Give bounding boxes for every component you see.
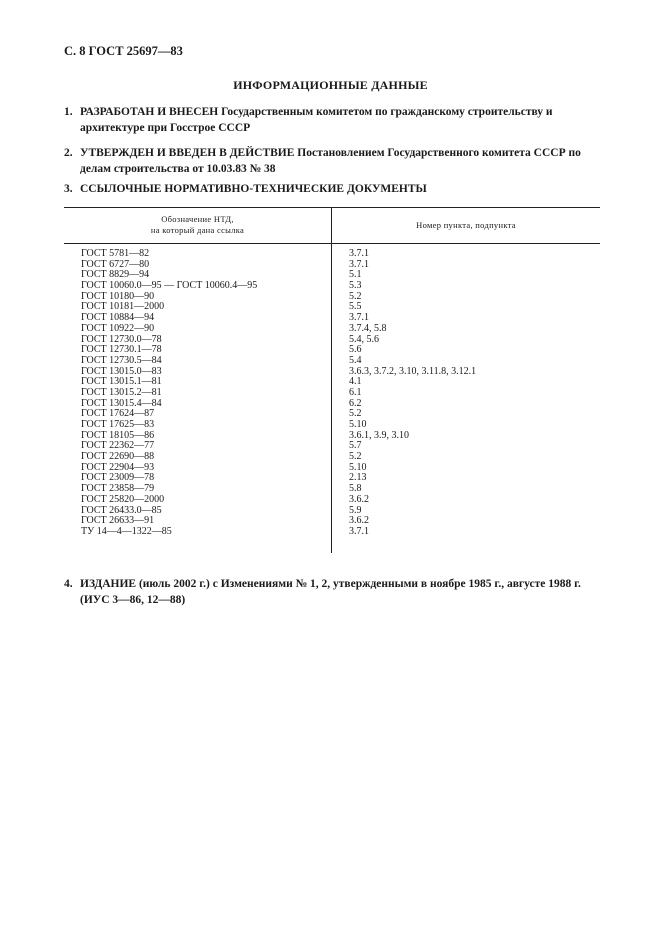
designation-cell: ТУ 14—4—1322—85 <box>81 525 172 537</box>
clause-cell: 5.1 <box>349 269 362 281</box>
designation-cell: ГОСТ 23858—79 <box>81 483 155 495</box>
clause-cell: 5.10 <box>349 461 367 473</box>
clause-cell: 5.5 <box>349 301 362 313</box>
table-body <box>64 249 600 538</box>
designation-cell: ГОСТ 13015.2—81 <box>81 386 162 398</box>
item-number: 1. <box>64 106 73 118</box>
clause-cell: 6.1 <box>349 386 362 398</box>
column-header-clause: Номер пункта, подпункта <box>416 220 516 230</box>
item-lead: ИЗДАНИЕ (июль 2002 г.) с Изменениями № 1, 2, утвержденными в ноябре 1985 г., августе 1988 г. (ИУС 3—86, 12—88) <box>80 578 581 606</box>
designation-cell: ГОСТ 13015.0—83 <box>81 365 162 377</box>
info-item-3 <box>64 181 604 197</box>
info-item-4 <box>64 576 604 608</box>
column-header-designation: Обозначение НТД, на который дана ссылка <box>150 214 245 235</box>
designation-cell: ГОСТ 13015.1—81 <box>81 376 162 388</box>
designation-cell: ГОСТ 17625—83 <box>81 419 155 430</box>
clause-cell: 5.4, 5.6 <box>349 333 379 345</box>
info-item-2 <box>64 145 604 177</box>
page-header: С. 8 ГОСТ 25697—83 <box>64 44 183 58</box>
item-number: 2. <box>64 147 73 159</box>
table-row <box>64 527 600 538</box>
item-number: 3. <box>64 183 73 195</box>
clause-cell: 3.6.2 <box>349 493 369 505</box>
designation-cell: ГОСТ 17624—87 <box>81 408 155 420</box>
clause-cell: 3.7.1 <box>349 258 369 270</box>
clause-cell: 5.2 <box>349 451 362 463</box>
item-text: Государственным комитетом по гражданскому строительству и архитектуре при Госстрое СССР <box>80 106 553 134</box>
clause-cell: 5.8 <box>349 483 362 495</box>
designation-cell: ГОСТ 5781—82 <box>81 248 150 259</box>
clause-cell: 3.7.4, 5.8 <box>349 322 387 334</box>
clause-cell: 5.6 <box>349 344 362 356</box>
clause-cell: 5.4 <box>349 354 362 366</box>
designation-cell: ГОСТ 12730.1—78 <box>81 344 162 356</box>
clause-cell: 2.13 <box>349 472 367 484</box>
clause-cell: 5.2 <box>349 290 362 302</box>
designation-cell: ГОСТ 25820—2000 <box>81 493 165 505</box>
clause-cell: 3.6.2 <box>349 515 369 527</box>
designation-cell: ГОСТ 12730.5—84 <box>81 354 162 366</box>
designation-cell: ГОСТ 22690—88 <box>81 451 155 463</box>
item-text: Постановлением Государственного комитета СССР по делам строительства от 10.03.83 № 38 <box>80 147 581 175</box>
clause-cell: 4.1 <box>349 376 362 388</box>
clause-cell: 3.7.1 <box>349 525 369 537</box>
clause-cell: 5.3 <box>349 280 362 292</box>
clause-cell: 3.7.1 <box>349 248 369 259</box>
designation-cell: ГОСТ 10922—90 <box>81 322 155 334</box>
designation-cell: ГОСТ 22904—93 <box>81 461 155 473</box>
designation-cell: ГОСТ 10060.0—95 — ГОСТ 10060.4—95 <box>81 280 258 292</box>
table-row <box>64 356 600 367</box>
item-number: 4. <box>64 578 73 590</box>
designation-cell: ГОСТ 6727—80 <box>81 258 150 270</box>
designation-cell: ГОСТ 22362—77 <box>81 440 155 452</box>
designation-cell: ГОСТ 8829—94 <box>81 269 150 281</box>
clause-cell: 5.7 <box>349 440 362 452</box>
designation-cell: ГОСТ 10884—94 <box>81 312 155 324</box>
designation-cell: ГОСТ 12730.0—78 <box>81 333 162 345</box>
item-lead: УТВЕРЖДЕН И ВВЕДЕН В ДЕЙСТВИЕ <box>80 147 295 159</box>
reference-table <box>64 207 600 553</box>
clause-cell: 3.6.3, 3.7.2, 3.10, 3.11.8, 3.12.1 <box>349 365 477 377</box>
designation-cell: ГОСТ 18105—86 <box>81 429 155 441</box>
designation-cell: ГОСТ 10180—90 <box>81 290 155 302</box>
designation-cell: ГОСТ 13015.4—84 <box>81 397 162 409</box>
item-lead: РАЗРАБОТАН И ВНЕСЕН <box>80 106 219 118</box>
clause-cell: 3.6.1, 3.9, 3.10 <box>349 429 409 441</box>
designation-cell: ГОСТ 26433.0—85 <box>81 504 162 516</box>
clause-cell: 3.7.1 <box>349 312 369 324</box>
table-row <box>64 495 600 506</box>
designation-cell: ГОСТ 26633—91 <box>81 515 155 527</box>
clause-cell: 5.9 <box>349 504 362 516</box>
clause-cell: 6.2 <box>349 397 362 409</box>
clause-cell: 5.10 <box>349 419 367 430</box>
designation-cell: ГОСТ 10181—2000 <box>81 301 165 313</box>
info-item-1 <box>64 104 604 136</box>
section-title: ИНФОРМАЦИОННЫЕ ДАННЫЕ <box>233 78 428 92</box>
designation-cell: ГОСТ 23009—78 <box>81 472 155 484</box>
clause-cell: 5.2 <box>349 408 362 420</box>
table-row <box>64 324 600 335</box>
item-lead: ССЫЛОЧНЫЕ НОРМАТИВНО-ТЕХНИЧЕСКИЕ ДОКУМЕНТЫ <box>80 183 427 195</box>
